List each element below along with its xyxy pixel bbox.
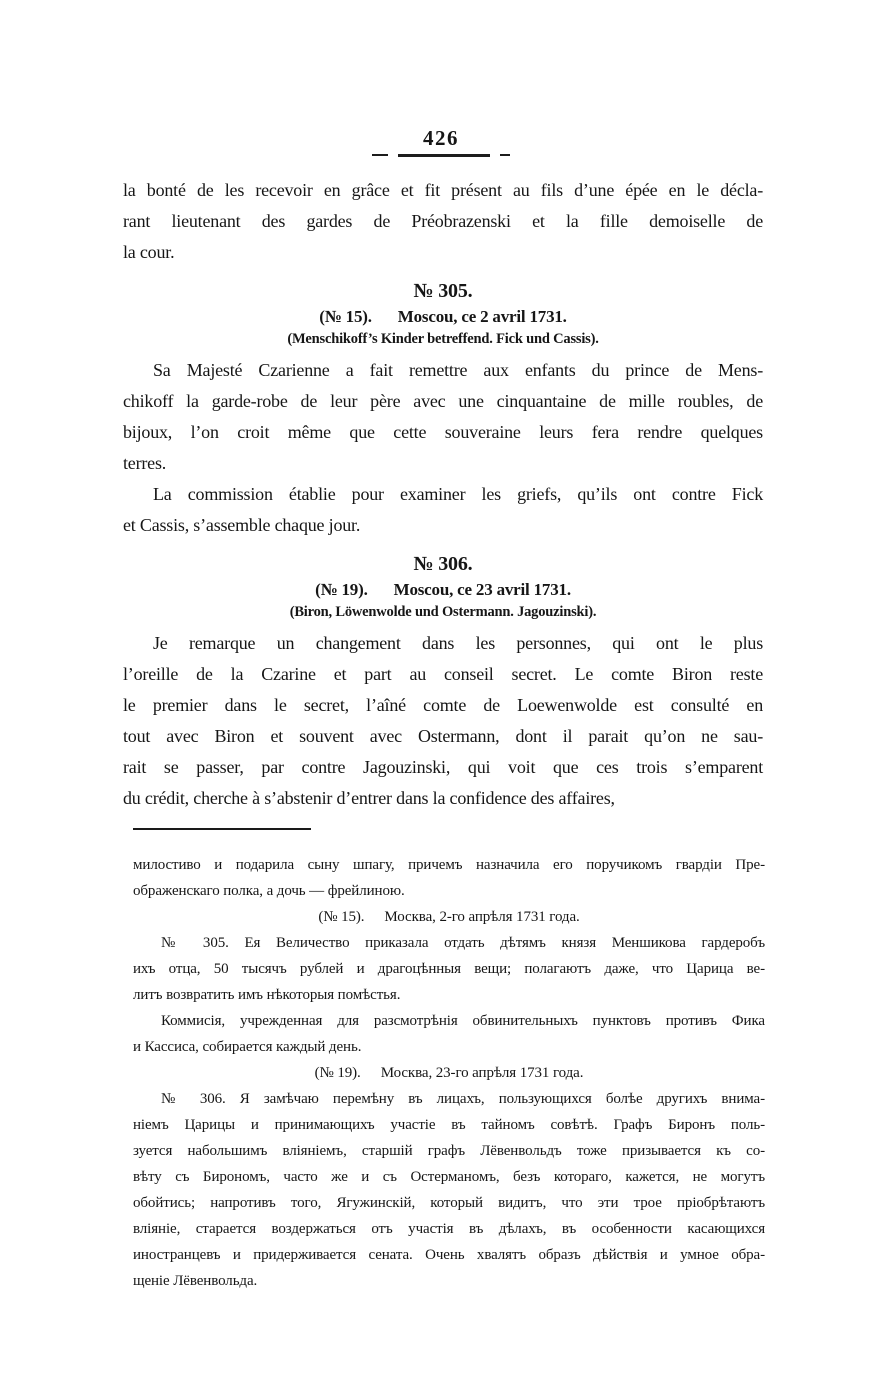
text-line: La commission établie pour examiner les griefs, qu’ils ont contre Fick <box>153 484 763 504</box>
text-line: rant lieutenant des gardes de Préobrazenski et la fille demoiselle de <box>123 211 763 231</box>
text-line: l’oreille de la Czarine et part au conseil secret. Le comte Biron reste <box>123 664 763 684</box>
rule-main <box>398 154 490 157</box>
text-line: обойтись; напротивъ того, Ягужинскій, который видитъ, что эти трое пріобрѣтаютъ <box>133 1195 765 1211</box>
page-number: 426 <box>423 126 459 150</box>
text-line: et Cassis, s’assemble chaque jour. <box>123 515 361 535</box>
footnote-dateline-19 <box>133 1060 765 1086</box>
text-line: du crédit, cherche à s’abstenir d’entrer dans la confidence des affaires, <box>123 788 615 808</box>
text-line: tout avec Biron et souvent avec Ostermann, dont il parait qu’on ne sau- <box>123 726 763 746</box>
text-line: bijoux, l’on croit même que cette souveraine leurs fera rendre quelques <box>123 422 763 442</box>
main-text-column <box>123 175 763 814</box>
text-line: милостиво и подарила сыну шпагу, причемъ назначила его поручикомъ гвардіи Пре- <box>133 857 765 873</box>
entry-305 <box>123 278 763 541</box>
text-line: Sa Majesté Czarienne a fait remettre aux enfants du prince de Mens- <box>153 360 763 380</box>
entry-305-paragraph-1 <box>123 355 763 479</box>
text-line: литъ возвратить имъ нѣкоторыя помѣстья. <box>133 987 401 1003</box>
entry-305-subject: (Menschikoff’s Kinder betreffend. Fick und Cassis). <box>287 331 599 347</box>
footnote-dateline-15 <box>133 904 765 930</box>
text-line: иностранцевъ и придерживается сената. Очень хвалятъ образъ дѣйствія и умное обра- <box>133 1247 765 1263</box>
text-line: № 306. Я замѣчаю перемѣну въ лицахъ, пользующихся болѣе другихъ внима- <box>161 1091 765 1107</box>
footnote-305-paragraph-2 <box>133 1008 765 1060</box>
text-line: terres. <box>123 453 167 473</box>
entry-306-subject: (Biron, Löwenwolde und Ostermann. Jagouzinski). <box>289 604 597 620</box>
text-line: rait se passer, par contre Jagouzinski, qui voit que ces trois s’emparent <box>123 757 763 777</box>
text-line: и Кассиса, собирается каждый день. <box>133 1039 362 1055</box>
footnote-15-place-date: Москва, 2-го апрѣля 1731 года. <box>384 909 580 925</box>
text-line: ображенскаго полка, а дочь — фрейлиною. <box>133 883 405 899</box>
footnote-15-ref: (№ 15). <box>318 909 365 925</box>
text-line: Je remarque un changement dans les personnes, qui ont le plus <box>153 633 763 653</box>
text-line: ніемъ Царицы и принимающихъ участіе въ тайномъ совѣтѣ. Графъ Биронъ поль- <box>133 1117 765 1133</box>
text-line: щеніе Лёвенвольда. <box>133 1273 258 1289</box>
footnote-19-ref: (№ 19). <box>314 1065 361 1081</box>
entry-306-dateline <box>123 579 763 601</box>
rule-dash-right <box>500 154 510 156</box>
continuation-paragraph <box>123 175 763 268</box>
entry-305-dateline <box>123 306 763 328</box>
text-line: № 305. Ея Величество приказала отдать дѣтямъ князя Меншикова гардеробъ <box>161 935 765 951</box>
entry-306-place-date: Moscou, ce 23 avril 1731. <box>393 580 571 599</box>
footnote-continuation <box>133 852 765 904</box>
text-line: la bonté de les recevoir en grâce et fit présent au fils d’une épée en le décla- <box>123 180 763 200</box>
entry-305-paragraph-2 <box>123 479 763 541</box>
entry-306-heading: № 306. <box>413 553 473 575</box>
footnote-305-paragraph-1 <box>133 930 765 1008</box>
entry-306-ref: (№ 19). <box>315 580 368 599</box>
footnotes-section <box>133 828 765 1294</box>
text-line: вѣту съ Бирономъ, часто же и съ Остерманомъ, безъ котораго, кажется, не могутъ <box>133 1169 765 1185</box>
text-line: зуется набольшимъ вліяніемъ, старшій графъ Лёвенвольдъ тоже призывается къ со- <box>133 1143 765 1159</box>
text-line: Коммисія, учрежденная для разсмотрѣнія обвинительныхъ пунктовъ противъ Фика <box>161 1013 765 1029</box>
footnote-separator-rule <box>133 828 311 830</box>
footnote-306-paragraph <box>133 1086 765 1294</box>
page-header <box>0 0 882 157</box>
rule-dash-left <box>372 154 388 156</box>
entry-305-heading: № 305. <box>413 280 473 302</box>
entry-305-ref: (№ 15). <box>319 307 372 326</box>
text-line: le premier dans le secret, l’aîné comte de Loewenwolde est consulté en <box>123 695 763 715</box>
text-line: la cour. <box>123 242 175 262</box>
text-line: ихъ отца, 50 тысячъ рублей и драгоцѣнныя вещи; полагаютъ даже, что Царица ве- <box>133 961 765 977</box>
entry-306-paragraph-1 <box>123 628 763 814</box>
text-line: вліяніе, старается воздержаться отъ участія въ дѣлахъ, въ особенности касающихся <box>133 1221 765 1237</box>
footnote-19-place-date: Москва, 23-го апрѣля 1731 года. <box>380 1065 584 1081</box>
text-line: chikoff la garde-robe de leur père avec une cinquantaine de mille roubles, de <box>123 391 763 411</box>
entry-305-place-date: Moscou, ce 2 avril 1731. <box>397 307 567 326</box>
page-number-rule <box>0 153 882 157</box>
entry-306 <box>123 551 763 814</box>
